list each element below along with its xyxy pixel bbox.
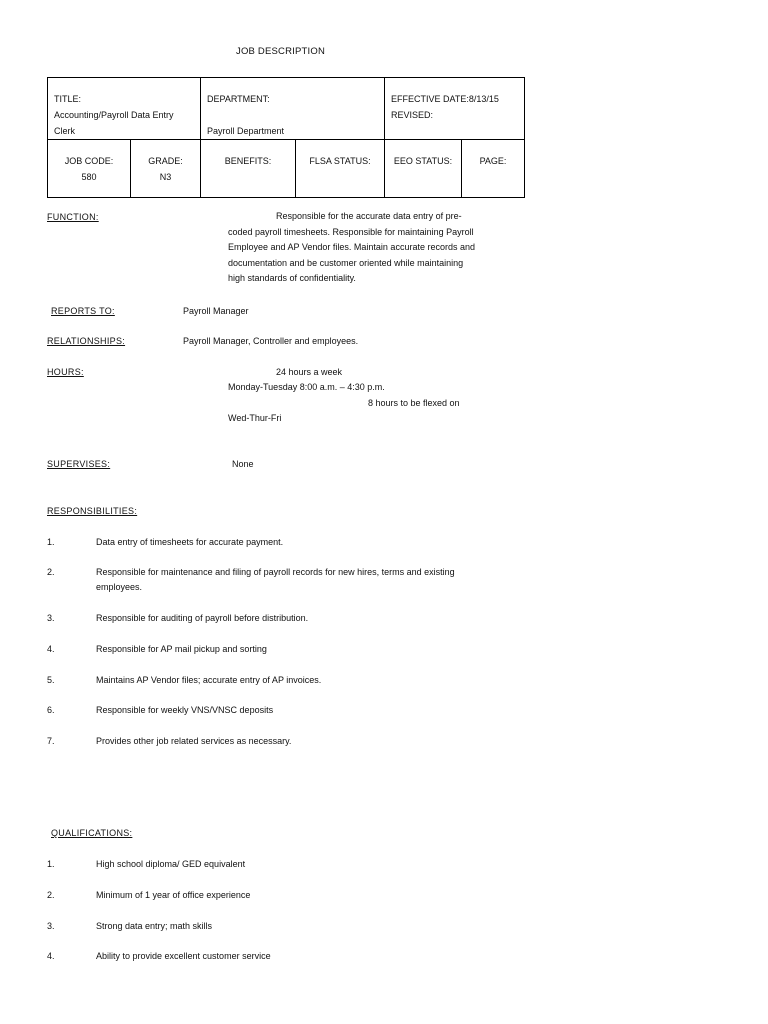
reports-to-label: REPORTS TO: <box>51 306 115 316</box>
reports-to-value: Payroll Manager <box>183 306 249 316</box>
hours-label: HOURS: <box>47 367 84 377</box>
list-item-number: 6. <box>47 705 55 715</box>
benefits-cell <box>201 140 296 198</box>
hours-line2: Monday-Tuesday 8:00 a.m. – 4:30 p.m. <box>228 382 385 392</box>
responsibilities-label: RESPONSIBILITIES: <box>47 506 138 516</box>
flsa-cell <box>296 140 385 198</box>
list-item-number: 7. <box>47 736 55 746</box>
qualifications-label: QUALIFICATIONS: <box>51 828 133 838</box>
supervises-label: SUPERVISES: <box>47 459 111 469</box>
list-item: Provides other job related services as necessary. <box>96 736 292 746</box>
job-code-value: 580 <box>81 172 97 182</box>
department-cell <box>201 78 385 140</box>
function-line: Responsible for the accurate data entry of pre- <box>276 211 462 221</box>
list-item-number: 2. <box>47 890 55 900</box>
list-item: Responsible for weekly VNS/VNSC deposits <box>96 705 274 715</box>
list-item: Strong data entry; math skills <box>96 921 213 931</box>
list-item-number: 3. <box>47 613 55 623</box>
title-value-line1: Accounting/Payroll Data Entry <box>54 110 174 120</box>
hours-line1: 24 hours a week <box>276 367 343 377</box>
eeo-label: EEO STATUS: <box>393 156 453 166</box>
flsa-label: FLSA STATUS: <box>309 156 371 166</box>
relationships-value: Payroll Manager, Controller and employees. <box>183 336 359 346</box>
list-item: Data entry of timesheets for accurate payment. <box>96 537 284 547</box>
title-cell <box>48 78 201 140</box>
document-title: JOB DESCRIPTION <box>236 46 326 57</box>
list-item-number: 4. <box>47 951 55 961</box>
list-item-number: 2. <box>47 567 55 577</box>
title-label: TITLE: <box>54 94 82 104</box>
department-value: Payroll Department <box>207 126 285 136</box>
list-item-number: 1. <box>47 537 55 547</box>
list-item: Minimum of 1 year of office experience <box>96 890 251 900</box>
function-label: FUNCTION: <box>47 212 99 222</box>
list-item-number: 1. <box>47 859 55 869</box>
function-line: high standards of confidentiality. <box>228 273 356 283</box>
list-item: High school diploma/ GED equivalent <box>96 859 246 869</box>
job-code-label: JOB CODE: <box>64 156 114 166</box>
grade-label: GRADE: <box>148 156 183 166</box>
list-item: Maintains AP Vendor files; accurate entry of AP invoices. <box>96 675 322 685</box>
page-label: PAGE: <box>479 156 507 166</box>
function-line: coded payroll timesheets. Responsible for maintaining Payroll <box>228 226 474 237</box>
list-item-number: 3. <box>47 921 55 931</box>
list-item-number: 4. <box>47 644 55 654</box>
effective-date-cell <box>385 78 525 140</box>
header-table <box>47 77 525 198</box>
relationships-label: RELATIONSHIPS: <box>47 336 126 346</box>
revised-label: REVISED: <box>391 110 434 120</box>
list-item-continued: employees. <box>96 582 143 592</box>
grade-value: N3 <box>159 172 172 182</box>
function-text <box>228 209 488 287</box>
effective-date: EFFECTIVE DATE:8/13/15 <box>391 94 499 104</box>
function-line: documentation and be customer oriented while maintaining <box>228 257 464 268</box>
list-item-number: 5. <box>47 675 55 685</box>
page-cell <box>462 140 525 198</box>
list-item: Responsible for auditing of payroll before distribution. <box>96 613 309 623</box>
hours-line4: Wed-Thur-Fri <box>228 413 282 423</box>
title-value-line2: Clerk <box>54 126 76 136</box>
job-code-cell <box>48 140 131 198</box>
list-item: Responsible for maintenance and filing of payroll records for new hires, terms and existing <box>96 567 455 577</box>
benefits-label: BENEFITS: <box>224 156 272 166</box>
eeo-cell <box>385 140 462 198</box>
supervises-value: None <box>232 459 254 469</box>
list-item: Ability to provide excellent customer service <box>96 951 271 961</box>
grade-cell <box>131 140 201 198</box>
list-item: Responsible for AP mail pickup and sorting <box>96 644 267 654</box>
hours-line3: 8 hours to be flexed on <box>368 398 460 408</box>
function-line: Employee and AP Vendor files. Maintain accurate records and <box>228 242 475 252</box>
department-label: DEPARTMENT: <box>207 94 270 104</box>
